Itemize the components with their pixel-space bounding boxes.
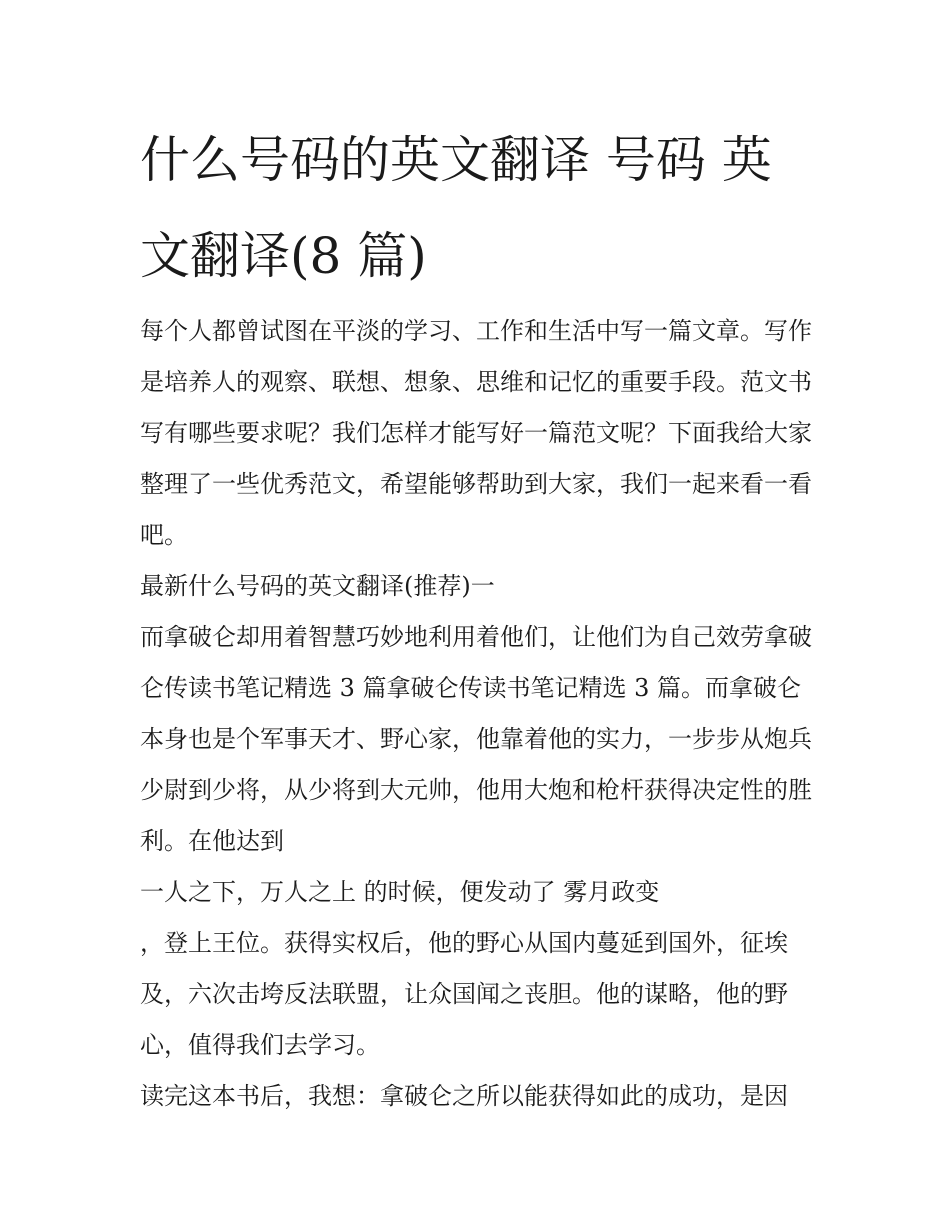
document-page: [140, 112, 820, 1122]
document-title: [140, 112, 820, 304]
title-line-2: 文翻译(8 篇): [140, 227, 427, 285]
paragraph-napoleon-2: 一人之下，万人之上 的时候，便发动了 雾月政变: [140, 878, 660, 906]
paragraph-napoleon-4: 读完这本书后，我想：拿破仑之所以能获得如此的成功，是因: [140, 1082, 788, 1110]
paragraph-intro: 每个人都曾试图在平淡的学习、工作和生活中写一篇文章。写作是培养人的观察、联想、想象、思维和记忆的重要手段。范文书写有哪些要求呢？我们怎样才能写好一篇范文呢？下面我给大家整理了一些优秀范文，希望能够帮助到大家，我们一起来看一看吧。: [140, 317, 812, 549]
paragraph-subheading: 最新什么号码的英文翻译(推荐)一: [140, 572, 495, 600]
title-line-1: 什么号码的英文翻译 号码 英: [140, 131, 772, 189]
paragraph-napoleon-1: 而拿破仑却用着智慧巧妙地利用着他们，让他们为自己效劳拿破仑传读书笔记精选 3 篇拿破仑传读书笔记精选 3 篇。而拿破仑本身也是个军事天才、野心家，他靠着他的实力，一步步从炮兵少尉到少将，从少将到大元帅，他用大炮和枪杆获得决定性的胜利。在他达到: [140, 623, 812, 855]
paragraph-napoleon-3: ，登上王位。获得实权后，他的野心从国内蔓延到国外，征埃及，六次击垮反法联盟，让众国闻之丧胆。他的谋略，他的野心，值得我们去学习。: [140, 929, 788, 1059]
